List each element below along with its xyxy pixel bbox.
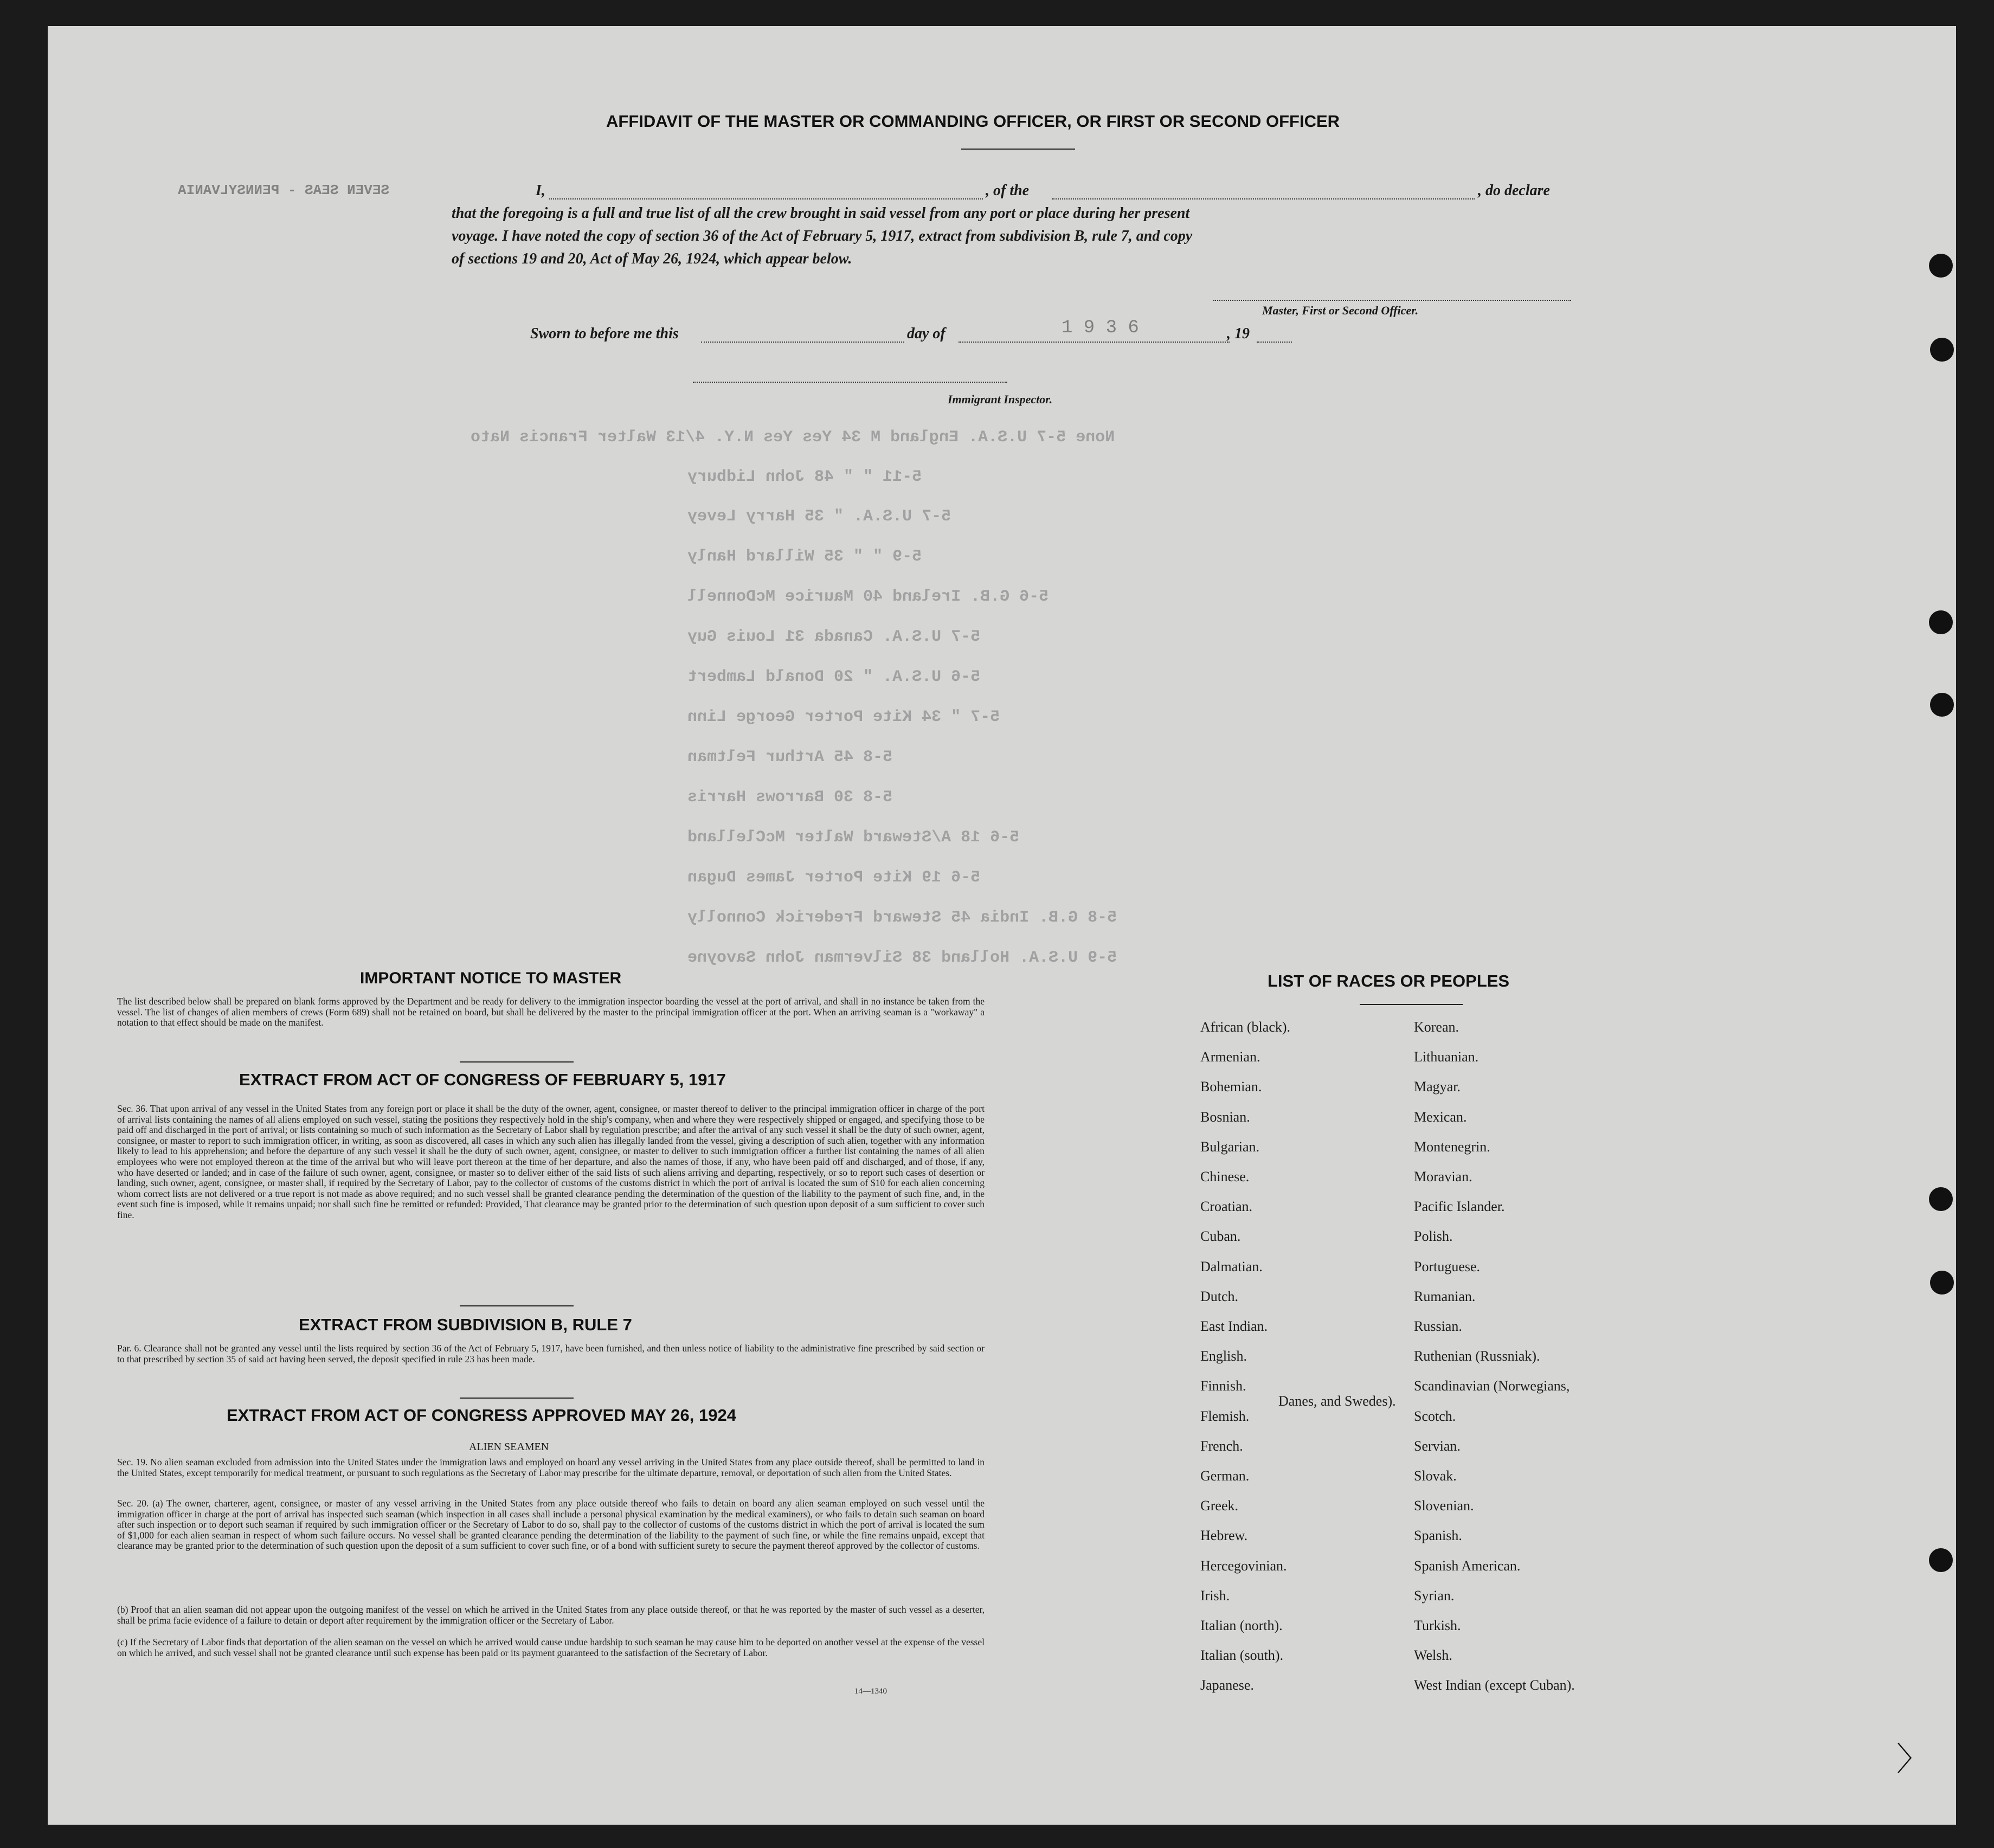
race-item: Syrian. [1414, 1587, 1455, 1604]
race-item: French. [1200, 1438, 1243, 1454]
race-item: Slovak. [1414, 1468, 1457, 1484]
race-item: Italian (north). [1200, 1618, 1283, 1633]
affidavit-title: AFFIDAVIT OF THE MASTER OR COMMANDING OFFICER, OR FIRST OR SECOND OFFICER [606, 112, 1340, 131]
of-the-label: , of the [986, 182, 1030, 199]
race-item: East Indian. [1200, 1318, 1268, 1334]
race-item: Korean. [1414, 1019, 1459, 1035]
race-item: Magyar. [1414, 1079, 1461, 1095]
binder-hole [1929, 1548, 1953, 1572]
race-item: Spanish American. [1414, 1557, 1521, 1574]
race-item: Cuban. [1200, 1228, 1241, 1245]
rule7-text: Par. 6. Clearance shall not be granted any vessel until the lists required by section 36 of the Act of February 5, 1917, have been furnished, and then unless notice of liability to the administrative fine prescribed by said section or to that prescribed by section 35 of said act having been served, the deposit specified in rule 23 has been made. [117, 1343, 985, 1364]
race-item: Scandinavian (Norwegians, [1414, 1378, 1570, 1394]
race-item: Spanish. [1414, 1528, 1462, 1544]
binder-hole [1929, 254, 1953, 278]
race-item: Montenegrin. [1414, 1138, 1490, 1155]
corner-mark: 〉 [1896, 1741, 1929, 1778]
binder-hole [1930, 1271, 1954, 1295]
race-item: English. [1200, 1348, 1247, 1364]
race-item: Irish. [1200, 1587, 1230, 1604]
race-item: Rumanian. [1414, 1288, 1476, 1304]
race-item: Finnish. [1200, 1378, 1246, 1394]
notice-rule [460, 1061, 574, 1063]
year-stamp: 1 9 3 6 [1062, 318, 1139, 338]
sec19-text: Sec. 19. No alien seaman excluded from admission into the United States under the immigration laws and employed on board any vessel arriving in the United States from any place outside thereof, shall be permitted to land in the United States, except temporarily for medical treatment, or pursuant to such regulations as the Secretary of Labor may prescribe for the ultimate departure, removal, or deportation of such alien from the United States. [117, 1457, 985, 1478]
race-item: Portuguese. [1414, 1258, 1481, 1274]
sworn-day-blank [701, 342, 904, 343]
race-item: Japanese. [1200, 1677, 1254, 1694]
year-prefix: , 19 [1227, 325, 1250, 342]
declare-label: , do declare [1478, 182, 1550, 199]
binder-hole [1929, 1187, 1953, 1211]
race-item: African (black). [1200, 1019, 1291, 1035]
race-item: Lithuanian. [1414, 1049, 1479, 1065]
extract-1917-text: Sec. 36. That upon arrival of any vessel in the United States from any foreign port or place it shall be the duty of the owner, agent, consignee, or master thereof to deliver to the principal immigration officer in charge of the port of arrival lists containing the names of all aliens employed on such vessel, stating the positions they respectively hold in the ship's company, when and where they were respectively shipped or engaged, and specifying those to be paid off and discharged in the port of arrival; or lists containing so much of such information as the Secretary of Labor shall by regulation prescribe; and after the arrival of any such vessel it shall be the duty of such owner, agent, consignee, or master to report to such immigration officer, in writing, as soon as discovered, all cases in which any such alien has illegally landed from the vessel, giving a description of such alien, together with any information likely to lead to his apprehension; and before the departure of any such vessel it shall be the duty of such owner, agent, consignee, or master to deliver to such immigration officer a further list containing the names of all alien employees who were not employed thereon at the time of the arrival but who will leave port thereon at the time of her departure, and also the names of those, if any, who have been paid off and discharged, and of those, if any, who have deserted or landed; and in case of the failure of such owner, agent, consignee, or master so to deliver either of the said lists of such aliens arriving and departing, respectively, or so to report such cases of desertion or landing, such owner, agent, consignee, or master shall, if required by the Secretary of Labor, pay to the collector of customs of the customs district in which the port of arrival is located the sum of $10 for each alien concerning whom correct lists are not delivered or a true report is not made as above required; and no such vessel shall be granted clearance pending the determination of the question of the liability to the payment of such fine, and, in the event such fine is imposed, while it remains unpaid; nor shall such fine be remitted or refunded: Provided, That clearance may be granted prior to the determination of such question upon deposit of a sum sufficient to cover such fine. [117, 1103, 985, 1220]
declaration-line-3: voyage. I have noted the copy of section 36 of the Act of February 5, 1917, extract from subdivision B, rule 7, and copy [452, 228, 1193, 244]
race-item: Armenian. [1200, 1049, 1260, 1065]
race-item: Russian. [1414, 1318, 1462, 1334]
extract-1917-heading: EXTRACT FROM ACT OF CONGRESS OF FEBRUARY 5, 1917 [239, 1070, 726, 1089]
race-item: Italian (south). [1200, 1647, 1284, 1664]
master-signature-line [1213, 300, 1571, 301]
race-item: Bosnian. [1200, 1109, 1250, 1125]
race-item: Welsh. [1414, 1647, 1452, 1664]
sworn-month-blank [959, 342, 1230, 343]
sec20c-text: (c) If the Secretary of Labor finds that deportation of the alien seaman on the vessel on which he arrived would cause undue hardship to such seaman he may cause him to be deported on another vessel at the expense of the vessel on which he arrived, and such vessel shall not be granted clearance until such expense has been paid or its payment guaranteed to the satisfaction of the Secretary of Labor. [117, 1637, 985, 1658]
rule7-rule [460, 1398, 574, 1399]
inspector-signature-line [693, 382, 1007, 383]
notice-heading: IMPORTANT NOTICE TO MASTER [360, 969, 622, 987]
race-item: Scotch. [1414, 1408, 1456, 1424]
race-item: Turkish. [1414, 1618, 1461, 1633]
form-number: 14—1340 [854, 1687, 887, 1696]
binder-hole [1930, 693, 1954, 717]
race-item: German. [1200, 1468, 1250, 1484]
race-item: Polish. [1414, 1228, 1453, 1245]
sworn-prefix: Sworn to before me this [530, 325, 679, 342]
alien-seamen-subheading: ALIEN SEAMEN [469, 1441, 549, 1453]
inspector-caption: Immigrant Inspector. [948, 392, 1053, 406]
extract-1924-heading: EXTRACT FROM ACT OF CONGRESS APPROVED MAY 26, 1924 [227, 1406, 736, 1425]
race-item: West Indian (except Cuban). [1414, 1677, 1575, 1694]
race-item: Hebrew. [1200, 1528, 1248, 1544]
day-of-label: day of [907, 325, 945, 342]
binder-hole [1929, 610, 1953, 634]
race-item: Dutch. [1200, 1288, 1239, 1304]
name-blank [549, 198, 983, 199]
race-item: Pacific Islander. [1414, 1199, 1505, 1215]
master-signature-caption: Master, First or Second Officer. [1262, 304, 1419, 317]
sec20b-text: (b) Proof that an alien seaman did not appear upon the outgoing manifest of the vessel on which he arrived in the United States from any place outside thereof, or that he was reported by the master of such vessel as a deserter, shall be prima facie evidence of a failure to detain or deport after requirement by the immigration officer or the Secretary of Labor. [117, 1604, 985, 1626]
binder-hole [1930, 338, 1954, 362]
race-item: Bohemian. [1200, 1079, 1262, 1095]
race-item: Ruthenian (Russniak). [1414, 1348, 1540, 1364]
race-item: Moravian. [1414, 1169, 1472, 1184]
race-item: Dalmatian. [1200, 1258, 1263, 1274]
notice-text: The list described below shall be prepared on blank forms approved by the Department and be ready for delivery to the immigration inspector boarding the vessel at the port of arrival, and shall in no instance be taken from the vessel. The list of changes of alien members of crews (Form 689) shall not be retained on board, but shall be delivered by the master to the principal immigration officer at the port. When an arriving seaman is a "workaway" a notation to that effect should be made on the manifest. [117, 996, 985, 1028]
rule7-heading: EXTRACT FROM SUBDIVISION B, RULE 7 [299, 1315, 632, 1334]
races-heading: LIST OF RACES OR PEOPLES [1268, 971, 1510, 990]
race-item: Bulgarian. [1200, 1138, 1260, 1155]
race-item: Danes, and Swedes). [1278, 1393, 1396, 1409]
races-rule [1360, 1004, 1463, 1005]
document-page: None 5-7 U.S.A. England M 34 Yes Yes N.Y. 4/13 Walter Francis Nato 5-11 " " 48 John Lidbury 5-7 U.S.A. " 35 Harry Levey 5-9 " " 35 Willard Hanly 5-6 G.B. Ireland 40 Maurice McDonnell 5-7 U.S.A. Canada 31 Louis Guy 5-6 U.S.A. " 20 Donald Lambert 5-7 " 34 Kite Porter George Linn 5-8 45 Arthur Feltman 5-8 30 Barrows Harris 5-6 18 A/Steward Walter McClelland 5-6 19 Kite Porter James Dugan 5-8 G.B. India 45 Steward Frederick Connolly 5-9 U.S.A. Holland 38 Silverman John Savoyne AFFIDAVIT OF THE MASTER OR COMMANDING OFFICER, OR FIRST OR SECOND OFFICER SEVEN SEAS - PENNSYLVANIA I, , of the , do declare that the foregoing is a full and true list of all the crew brought in said vessel from any port or place during her present voyage. I have noted the copy of section 36 of the Act of February 5, 1917, extract from subdivision B, rule 7, and copy of sections 19 and 20, Act of May 26, 1924, which appear below. Master, First or Second Officer. Sworn to before me this day of 1 9 3 6 , 19 Immigrant Inspector. IMPORTANT NOTICE TO MASTER The list described below shall be prepared on blank forms approved by the Department and be ready for delivery to the immigration inspector boarding the vessel at the port of arrival, and shall in no instance be taken from the vessel. The list of changes of alien members of crews (Form 689) shall not be retained on board, but shall be delivered by the master to the principal immigration officer at the port. When an arriving seaman is a "workaway" a notation to that effect should be made on the manifest. EXTRACT FROM ACT OF CONGRESS OF FEBRUARY 5, 1917 Sec. 36. That upon arrival of any vessel in the United States from any foreign port or place it shall be the duty of the owner, agent, consignee, or master thereof to deliver to the principal immigration officer in charge of the port of arrival lists containing the names of all aliens employed on such vessel, stating the positions they respectively hold in the ship's company, when and where they were respectively shipped or engaged, and specifying those to be paid off and discharged in the port of arrival; or lists containing so much of such information as the Secretary of Labor shall by regulation prescribe; and after the arrival of any such vessel it shall be the duty of such owner, agent, consignee, or master to report to such immigration officer, in writing, as soon as discovered, all cases in which any such alien has illegally landed from the vessel, giving a description of such alien, together with any information likely to lead to his apprehension; and before the departure of any such vessel it shall be the duty of such owner, agent, consignee, or master to deliver to such immigration officer a further list containing the names of all alien employees who were not employed thereon at the time of the arrival but who will leave port thereon at the time of her departure, and also the names of those, if any, who have been paid off and discharged, and of those, if any, who have deserted or landed; and in case of the failure of such owner, agent, consignee, or master so to deliver either of the said lists of such aliens arriving and departing, respectively, or so to report such cases of desertion or landing, such owner, agent, consignee, or master shall, if required by the Secretary of Labor, pay to the collector of customs of the customs district in which the port of arrival is located the sum of $10 for each alien concerning whom correct lists are not delivered or a true report is not made as above required; and no such vessel shall be granted clearance pending the determination of the question of the liability to the payment of such fine, and, in the event such fine is imposed, while it remains unpaid; nor shall such fine be remitted or refunded: Provided, That clearance may be granted prior to the determination of such question upon deposit of a sum sufficient to cover such fine. EXTRACT FROM SUBDIVISION B, RULE 7 Par. 6. Clearance shall not be granted any vessel until the lists required by section 36 of the Act of February 5, 1917, have been furnished, and then unless notice of liability to the administrative fine prescribed by said section or to that prescribed by section 35 of said act having been served, the deposit specified in rule 23 has been made. EXTRACT FROM ACT OF CONGRESS APPROVED MAY 26, 1924 ALIEN SEAMEN Sec. 19. No alien seaman excluded from admission into the United States under the immigration laws and employed on board any vessel arriving in the United States from any place outside thereof, shall be permitted to land in the United States, except temporarily for medical treatment, or pursuant to such regulations as the Secretary of Labor may prescribe for the ultimate departure, removal, or deportation of such alien from the United States. Sec. 20. (a) The owner, charterer, agent, consignee, or master of any vessel arriving in the United States from any place outside thereof who fails to detain on board any alien seaman employed on such vessel until the immigration officer in charge at the port of arrival has inspected such seaman (which inspection in all cases shall include a personal physical examination by the medical examiners), or who fails to detain such seaman on board after such inspection or to deport such seaman if required by such immigration officer or the Secretary of Labor to do so, shall pay to the collector of customs of the customs district in which the port of arrival is located the sum of $1,000 for each alien seaman in respect of whom such failure occurs. No vessel shall be granted clearance pending the determination of the liability to the payment of such fine, or while the fine remains unpaid, except that clearance may be granted prior to the determination of such question upon the deposit of a sum sufficient to cover such fine, or of a bond with sufficient surety to secure the payment thereof approved by the collector of customs. (b) Proof that an alien seaman did not appear upon the outgoing manifest of the vessel on which he arrived in the United States from any place outside thereof, or that he was reported by the master of such vessel as a deserter, shall be prima facie evidence of a failure to detain or deport after requirement by the immigration officer or the Secretary of Labor. (c) If the Secretary of Labor finds that deportation of the alien seaman on the vessel on which he arrived would cause undue hardship to such seaman he may cause him to be deported on another vessel at the expense of the vessel on which he arrived, and such vessel shall not be granted clearance until such expense has been paid or its payment guaranteed to the satisfaction of the Secretary of Labor. 14—1340 LIST OF RACES OR PEOPLES African (black). Armenian. Bohemian. Bosnian. Bulgarian. Chinese. Croatian. Cuban. Dalmatian. Dutch. East Indian. English. Finnish. Flemish. French. German. Greek. Hebrew. Hercegovinian. Irish. Italian (north). Italian (south). Japanese. Korean. Lithuanian. Magyar. Mexican. Montenegrin. Moravian. Pacific Islander. Polish. Portuguese. Rumanian. Russian. Ruthenian (Russniak). Scandinavian (Norwegians, Danes, and Swedes). Scotch. Servian. Slovak. Slovenian. Spanish. Spanish American. Syrian. Turkish. Welsh. West Indian (except Cuban). 〉 [48, 26, 1956, 1825]
race-item: Servian. [1414, 1438, 1461, 1454]
vessel-blank [1052, 198, 1475, 199]
title-rule [961, 149, 1075, 150]
declaration-line-2: that the foregoing is a full and true list of all the crew brought in said vessel from any port or place during her present [452, 205, 1190, 222]
declaration-line-1 [536, 182, 545, 199]
race-item: Flemish. [1200, 1408, 1250, 1424]
race-item: Mexican. [1414, 1109, 1467, 1125]
race-item: Croatian. [1200, 1199, 1253, 1215]
i-label: I, [536, 182, 545, 199]
race-item: Slovenian. [1414, 1498, 1474, 1514]
sec20a-text: Sec. 20. (a) The owner, charterer, agent, consignee, or master of any vessel arriving in the United States from any place outside thereof who fails to detain on board any alien seaman employed on such vessel until the immigration officer in charge at the port of arrival has inspected such seaman (which inspection in all cases shall include a personal physical examination by the medical examiners), or who fails to detain such seaman on board after such inspection or to deport such seaman if required by such immigration officer or the Secretary of Labor to do so, shall pay to the collector of customs of the customs district in which the port of arrival is located the sum of $1,000 for each alien seaman in respect of whom such failure occurs. No vessel shall be granted clearance pending the determination of the liability to the payment of such fine, or while the fine remains unpaid, except that clearance may be granted prior to the determination of such question upon the deposit of a sum sufficient to cover such fine, or of a bond with sufficient surety to secure the payment thereof approved by the collector of customs. [117, 1498, 985, 1551]
stamped-vessel-name: SEVEN SEAS - PENNSYLVANIA [178, 182, 390, 198]
race-item: Hercegovinian. [1200, 1557, 1287, 1574]
declaration-line-4: of sections 19 and 20, Act of May 26, 1924, which appear below. [452, 250, 852, 267]
sworn-year-blank [1257, 342, 1292, 343]
race-item: Chinese. [1200, 1169, 1250, 1184]
race-item: Greek. [1200, 1498, 1239, 1514]
extract-1917-rule [460, 1305, 574, 1306]
